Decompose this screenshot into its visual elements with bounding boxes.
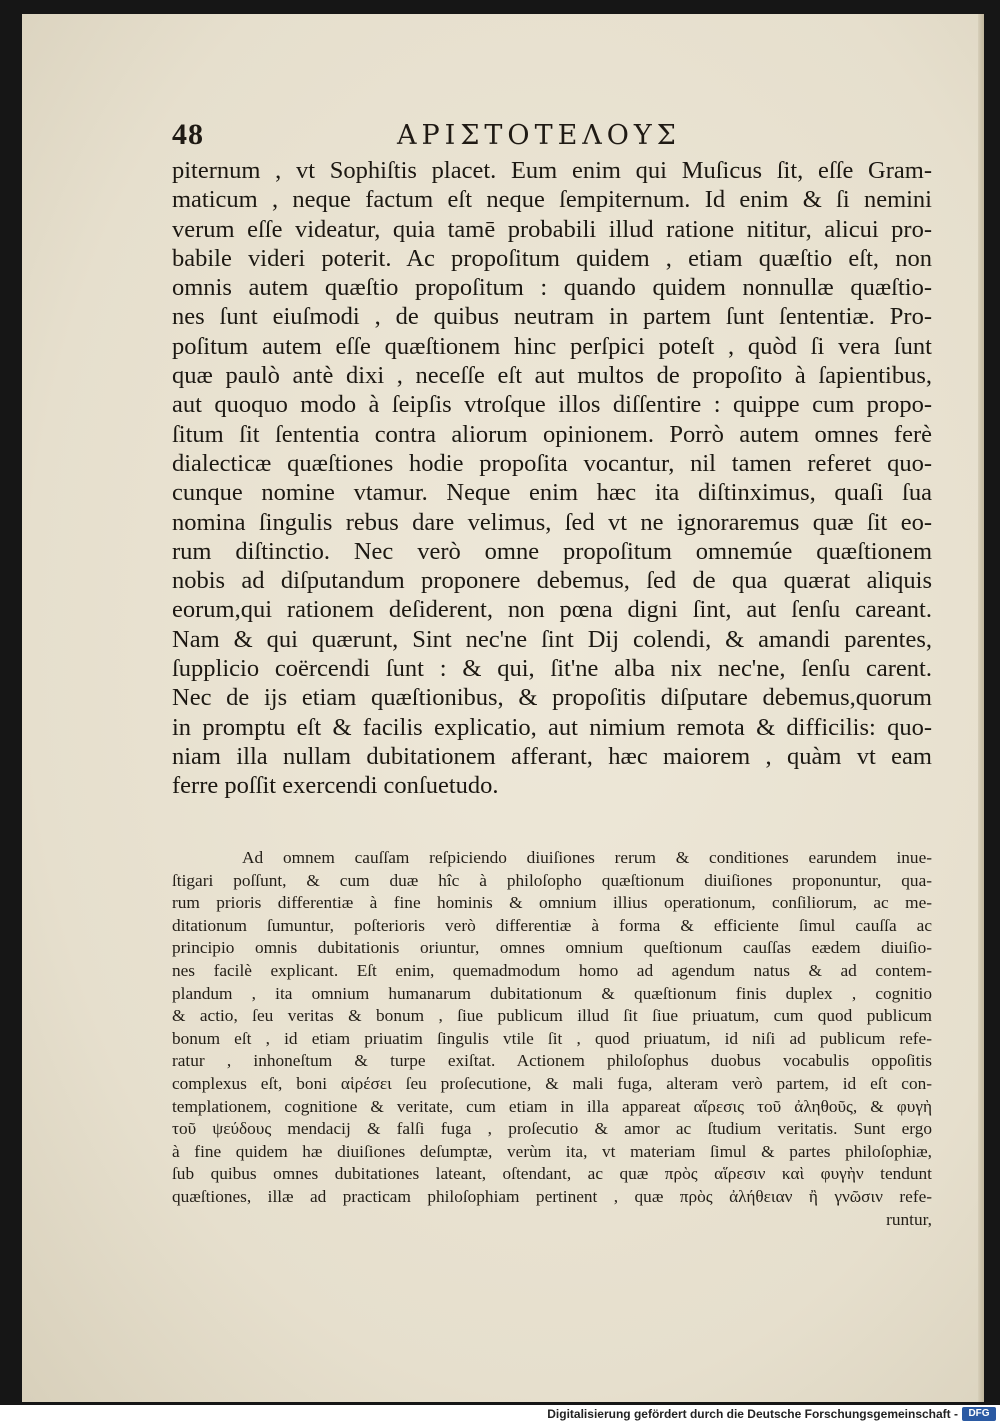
main-text-line: nes ſunt eiuſmodi , de quibus neutram in partem ſunt ſententiæ. Pro- [172,303,932,331]
commentary-line: ratur , inhoneſtum & turpe exiſtat. Actionem philoſophus duobus vocabulis oppoſitis [172,1051,932,1071]
main-text-line: nomina ſingulis rebus dare velimus, ſed vt ne ignoraremus quæ ſit eo- [172,508,932,536]
main-text-line: poſitum autem eſſe quæſtionem hinc perſpici poteſt , quòd ſi vera ſunt [172,332,932,360]
commentary-line: τοῦ ψεύδους mendacij & falſi fuga , proſecutio & amor ac ſtudium veritatis. Sunt ergo [172,1119,932,1139]
main-text-line: cunque nomine vtamur. Neque enim hæc ita diſtinximus, quaſi ſua [172,479,932,507]
main-text-line: ſitum ſit ſententia contra aliorum opinionem. Porrò autem omnes ferè [172,420,932,448]
main-text-line: quæ paulò antè dixi , neceſſe eſt aut multos de propoſito à ſapientibus, [172,362,932,390]
main-text-line: ſupplicio coërcendi ſunt : & qui, ſit'ne alba nix nec'ne, ſenſu carent. [172,655,932,683]
page-edge [978,14,984,1402]
running-title: ΑΡΙΣΤΟΤΕΛΟΥΣ [397,120,681,151]
main-text-line: aut quoquo modo à ſeipſis vtroſque illos diſſentire : quippe cum propo- [172,391,932,419]
commentary-line: complexus eſt, boni αἱρέσει ſeu proſecutione, & mali fuga, alteram verò partem, id eſt con- [172,1073,932,1093]
commentary-line: ſub quibus omnes dubitationes lateant, oſtendant, ac quæ πρὸς αἵρεσιν καὶ φυγὴν tendunt [172,1164,932,1184]
commentary-block [172,847,932,1231]
main-text-line: Nam & qui quærunt, Sint nec'ne ſint Dij colendi, & amandi parentes, [172,625,932,653]
commentary-line: & actio, ſeu veritas & bonum , ſiue publicum illud ſit ſiue priuatum, cum quod publicum [172,1006,932,1026]
main-text-line: dialecticæ quæſtiones hodie propoſita vocantur, nil tamen referet quo- [172,449,932,477]
commentary-line: à fine quidem hæ diuiſiones deſumptæ, verùm ita, vt materiam ſimul & partes philoſophiæ, [172,1141,932,1161]
page-number: 48 [172,118,204,151]
commentary-line: ſtigari poſſunt, & cum duæ hîc à philoſopho quæſtionum diuiſiones proponuntur, qua- [172,870,932,890]
main-text-line: nobis ad diſputandum proponere debemus, ſed de qua quærat aliquis [172,567,932,595]
commentary-line: Ad omnem cauſſam reſpiciendo diuiſiones rerum & conditiones earundem inue- [242,848,932,867]
main-text-line: verum eſſe videatur, quia tamē probabili illud ratione nititur, alicui pro- [172,215,932,243]
dfg-logo-icon: DFG [962,1407,996,1421]
commentary-line: rum prioris differentiæ à fine hominis & omnium illius operationum, conſiliorum, ac me- [172,893,932,913]
main-text-line: in promptu eſt & facilis explicatio, aut nimium remota & difficilis: quo- [172,713,932,741]
main-text-line: niam illa nullam dubitationem afferant, hæc maiorem , quàm vt eam [172,742,932,770]
main-text-line: rum diſtinctio. Nec verò omne propoſitum omnemúe quæſtionem [172,537,932,565]
main-text-block [172,156,932,801]
main-text-line: piternum , vt Sophiſtis placet. Eum enim qui Muſicus ſit, eſſe Gram- [172,157,932,184]
commentary-line: plandum , ita omnium humanarum dubitationum & quæſtionum finis duplex , cognitio [172,983,932,1003]
commentary-line: nes facilè explicant. Eſt enim, quemadmodum homo ad agendum natus & ad contem- [172,960,932,980]
main-text-line: maticum , neque factum eſt neque ſempiternum. Id enim & ſi nemini [172,186,932,214]
commentary-line: ditationum ſumuntur, poſterioris verò differentiæ à forma & efficiente ſimul cauſſa ac [172,915,932,935]
commentary-line: bonum eſt , id etiam priuatim ſingulis vtile ſit , quod priuatum, id niſi ad publicum refe- [172,1028,932,1048]
main-text-line: ferre poſſit exercendi conſuetudo. [172,772,499,800]
catchword: runtur, [886,1209,932,1229]
commentary-line: principio omnis dubitationis oriuntur, omnes omnium queſtionum cauſſas eædem diuiſio- [172,938,932,958]
main-text-line: Nec de ijs etiam quæſtionibus, & propoſitis diſputare debemus,quorum [172,684,932,712]
main-text-line: omnis autem quæſtio propoſitum : quando quidem nonnullæ quæſtio- [172,274,932,302]
footer-bar [0,1405,1000,1423]
running-head [172,118,932,152]
main-text-line: eorum,qui rationem deſiderent, non pœna digni ſint, aut ſenſu careant. [172,596,932,624]
commentary-line: templationem, cognitione & veritate, cum etiam in illa appareat αἵρεσις τοῦ ἀληθοῦς, & φυγὴ [172,1096,932,1116]
commentary-line: quæſtiones, illæ ad practicam philoſophiam pertinent , quæ πρὸς ἀλήθειαν ἢ γνῶσιν refe- [172,1186,932,1206]
main-text-line: babile videri poterit. Ac propoſitum quidem , etiam quæſtio eſt, non [172,244,932,272]
funding-credit: Digitalisierung gefördert durch die Deutsche Forschungsgemeinschaft - [547,1407,958,1421]
